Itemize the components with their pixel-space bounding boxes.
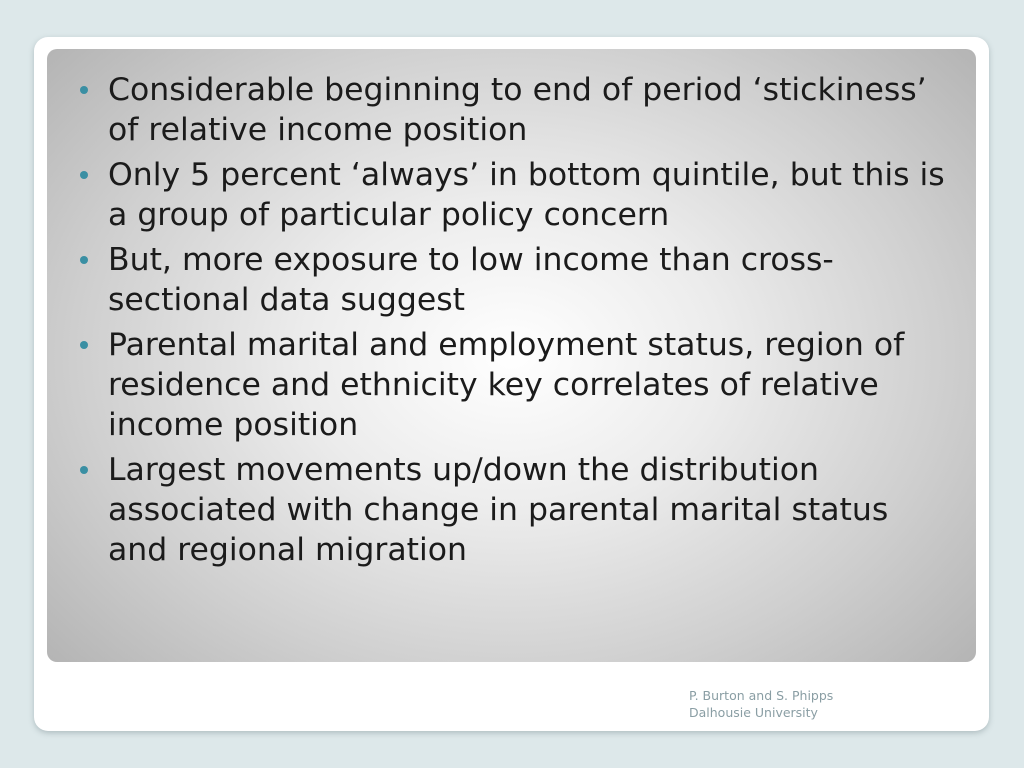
bullet-dot-icon [80,86,88,94]
footer-authors: P. Burton and S. Phipps [689,688,834,703]
bullet-item [47,155,976,235]
bullet-dot-icon [80,341,88,349]
bullet-text: Only 5 percent ‘always’ in bottom quintile, but this is a group of particular policy concern [108,157,945,233]
bullet-item [47,325,976,445]
bullet-text: Parental marital and employment status, region of residence and ethnicity key correlates of relative income position [108,327,905,443]
bullet-dot-icon [80,171,88,179]
bullet-list [47,70,976,575]
slide-frame [34,37,989,731]
bullet-dot-icon [80,256,88,264]
bullet-text: Considerable beginning to end of period ‘stickiness’ of relative income position [108,72,927,148]
bullet-item [47,240,976,320]
bullet-item [47,70,976,150]
bullet-text: But, more exposure to low income than cross-sectional data suggest [108,242,834,318]
slide-footer [689,687,833,721]
bullet-dot-icon [80,466,88,474]
footer-institution: Dalhousie University [689,705,818,720]
bullet-text: Largest movements up/down the distribution associated with change in parental marital status and regional migration [108,452,889,568]
content-panel [47,49,976,662]
bullet-item [47,450,976,570]
